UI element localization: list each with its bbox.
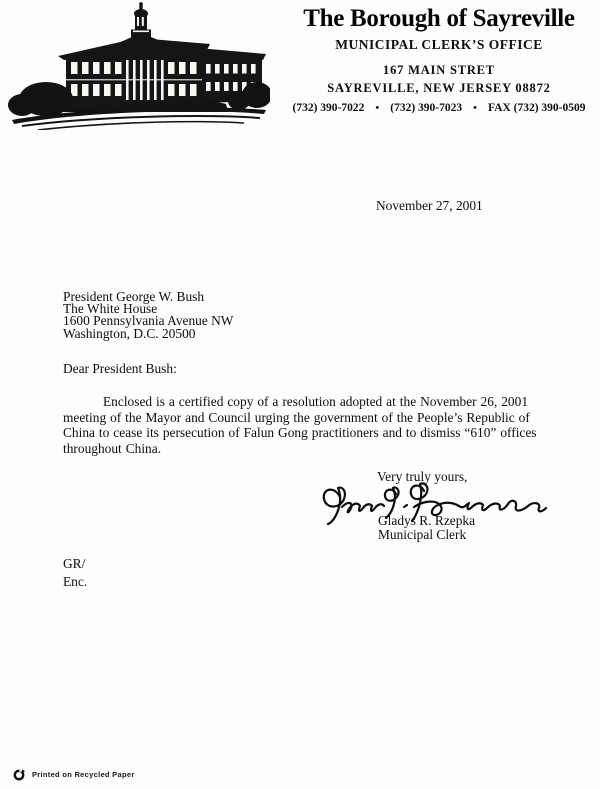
body-line: Enclosed is a certified copy of a resolution adopted at the November 26, 2001 xyxy=(103,394,529,409)
signer-title: Municipal Clerk xyxy=(378,527,467,543)
city-state-zip: SAYREVILLE, NEW JERSEY 08872 xyxy=(327,81,551,95)
body-paragraph xyxy=(63,394,563,456)
letterhead-text-block xyxy=(282,4,596,114)
recycle-icon xyxy=(13,768,25,780)
recipient-name: President George W. Bush xyxy=(63,289,205,304)
reference-block xyxy=(63,555,87,591)
recipient-line: Washington, D.C. 20500 xyxy=(63,325,196,341)
contact-line xyxy=(282,102,596,114)
recipient-line: The White House xyxy=(63,301,158,317)
recipient-line: 1600 Pennsylvania Avenue NW xyxy=(63,313,234,329)
organization-title: The Borough of Sayreville xyxy=(303,5,575,32)
reference-initials: GR/ xyxy=(63,556,86,571)
bullet-separator: • xyxy=(375,102,380,114)
footer xyxy=(13,768,135,780)
office-name: MUNICIPAL CLERK’S OFFICE xyxy=(335,37,543,52)
recycled-paper-note: Printed on Recycled Paper xyxy=(32,769,135,779)
bullet-separator: • xyxy=(473,102,477,114)
phone-number-2: (732) 390-7023 xyxy=(390,102,463,114)
fax-number: FAX (732) 390-0509 xyxy=(487,102,586,114)
letter-date: November 27, 2001 xyxy=(376,198,483,213)
recipient-address-block xyxy=(63,291,233,340)
body-line: China to cease its persecution of Falun Gong practitioners and to dismiss “610” offices xyxy=(63,425,537,441)
complimentary-closing: Very truly yours, xyxy=(377,469,468,484)
signature-block xyxy=(378,514,475,543)
signer-name: Gladys R. Rzepka xyxy=(378,513,476,528)
phone-number-1: (732) 390-7022 xyxy=(292,102,365,114)
salutation: Dear President Bush: xyxy=(63,361,177,376)
body-line: throughout China. xyxy=(63,440,162,456)
borough-hall-illustration-icon xyxy=(8,2,270,130)
enclosure-notation: Enc. xyxy=(63,574,88,589)
body-line: meeting of the Mayor and Council urging the government of the People’s Republic of xyxy=(63,409,530,425)
street-address: 167 MAIN STRET xyxy=(383,63,495,77)
